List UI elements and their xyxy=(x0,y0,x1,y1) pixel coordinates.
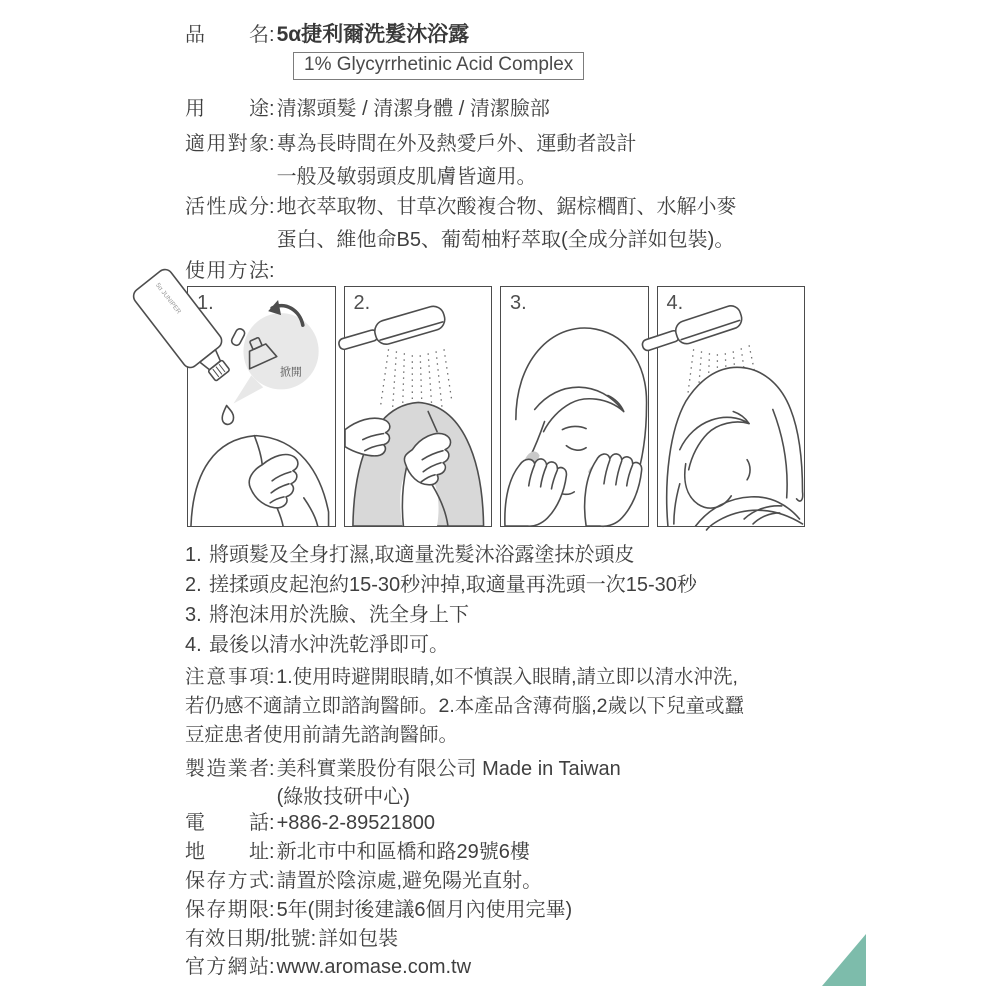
field-how-to-use: 使用方法 : xyxy=(185,256,277,286)
step-2-drawing xyxy=(345,287,492,526)
target-users-label: 適用對象 xyxy=(185,133,269,155)
product-name-value: 5α捷利爾洗髮沐浴露 xyxy=(276,23,470,46)
address-label: 地址 xyxy=(185,841,269,863)
illustration-step-2 xyxy=(344,286,493,527)
field-shelf-life: 保存期限 : 5年(開封後建議6個月內使用完畢) xyxy=(185,896,572,924)
step-2: 2. 搓揉頭皮起泡約15-30秒沖掉,取適量再洗頭一次15-30秒 xyxy=(185,574,697,596)
field-manufacturer: 製造業者 : 美科實業股份有限公司 Made in Taiwan (綠妝技研中心) xyxy=(185,755,621,811)
website-label: 官方網站 xyxy=(185,956,269,978)
precautions-line1: 1.使用時避開眼睛,如不慎誤入眼睛,請立即以清水沖洗, xyxy=(276,666,738,688)
flip-open-caption: 掀開 xyxy=(280,366,302,379)
step-4-drawing xyxy=(658,287,805,526)
field-target-users: 適用對象 : 專為長時間在外及熱愛戶外、運動者設計 一般及敏弱頭皮肌膚皆適用。 xyxy=(185,128,637,194)
shelf-life-label: 保存期限 xyxy=(185,899,269,921)
field-usage: 用途 : 清潔頭髮 / 清潔身體 / 清潔臉部 xyxy=(185,94,550,124)
step-3-drawing xyxy=(501,287,648,526)
step-1: 1. 將頭髮及全身打濕,取適量洗髮沐浴露塗抹於頭皮 xyxy=(185,544,635,566)
corner-triangle-accent xyxy=(822,934,866,986)
field-active-ingredients: 活性成分 : 地衣萃取物、甘草次酸複合物、鋸棕櫚酊、水解小麥 蛋白、維他命B5、葡萄柚籽萃取(全成分詳如包裝)。 xyxy=(185,191,737,257)
field-product-name: 品名 : 5α捷利爾洗髮沐浴露 xyxy=(185,20,469,50)
active-ingredients-line1: 地衣萃取物、甘草次酸複合物、鋸棕櫚酊、水解小麥 xyxy=(276,196,737,218)
manufacturer-label: 製造業者 xyxy=(185,758,269,780)
field-address: 地址 : 新北市中和區橋和路29號6樓 xyxy=(185,838,530,866)
field-storage: 保存方式 : 請置於陰涼處,避免陽光直射。 xyxy=(185,867,542,895)
precautions-line2: 若仍感不適請立即諮詢醫師。2.本產品含薄荷腦,2歲以下兒童或蠶 xyxy=(185,695,745,717)
phone-value: +886-2-89521800 xyxy=(276,812,436,834)
expiry-batch-label: 有效日期/批號 xyxy=(185,928,311,950)
active-ingredients-line2: 蛋白、維他命B5、葡萄柚籽萃取(全成分詳如包裝)。 xyxy=(276,229,735,251)
target-users-line2: 一般及敏弱頭皮肌膚皆適用。 xyxy=(276,166,537,188)
step-3: 3. 將泡沫用於洗臉、洗全身上下 xyxy=(185,604,469,626)
precautions-line3: 豆症患者使用前請先諮詢醫師。 xyxy=(185,724,459,746)
website-value: www.aromase.com.tw xyxy=(276,956,472,978)
manufacturer-line2: (綠妝技研中心) xyxy=(276,786,410,808)
usage-steps-list xyxy=(185,540,697,660)
storage-value: 請置於陰涼處,避免陽光直射。 xyxy=(276,870,543,892)
panel-4-number: 4. xyxy=(666,292,684,314)
panel-1-number: 1. xyxy=(197,292,214,314)
storage-label: 保存方式 xyxy=(185,870,269,892)
how-to-use-label: 使用方法 xyxy=(185,260,269,282)
active-ingredients-label: 活性成分 xyxy=(185,196,269,218)
illustration-step-3 xyxy=(500,286,649,527)
step-4: 4. 最後以清水沖洗乾淨即可。 xyxy=(185,634,449,656)
step-1-drawing xyxy=(154,281,335,526)
illustration-step-4 xyxy=(657,286,806,527)
usage-value: 清潔頭髮 / 清潔身體 / 清潔臉部 xyxy=(276,98,550,120)
illustration-step-1 xyxy=(154,281,336,527)
target-users-line1: 專為長時間在外及熱愛戶外、運動者設計 xyxy=(276,133,637,155)
manufacturer-line1: 美科實業股份有限公司 Made in Taiwan xyxy=(276,758,621,780)
bottle-label-text: 5α JUNIPER xyxy=(154,281,182,316)
precautions: 注意事項 : 1.使用時避開眼睛,如不慎誤入眼睛,請立即以清水沖洗, 若仍感不適請立即諮詢醫師。2.本產品含薄荷腦,2歲以下兒童或蠶 豆症患者使用前請先諮詢醫師。 xyxy=(185,663,845,750)
field-website: 官方網站 : www.aromase.com.tw xyxy=(185,953,471,981)
field-expiry-batch: 有效日期/批號 : 詳如包裝 xyxy=(185,925,398,953)
usage-label: 用途 xyxy=(185,98,269,120)
usage-illustration-panels xyxy=(154,281,805,527)
precautions-label: 注意事項 xyxy=(185,666,269,688)
field-phone: 電話 : +886-2-89521800 xyxy=(185,809,435,837)
address-value: 新北市中和區橋和路29號6樓 xyxy=(276,841,530,863)
phone-label: 電話 xyxy=(185,812,269,834)
panel-3-number: 3. xyxy=(510,292,527,314)
product-name-label: 品名 xyxy=(185,24,269,46)
shelf-life-value: 5年(開封後建議6個月內使用完畢) xyxy=(276,899,573,921)
complex-badge: 1% Glycyrrhetinic Acid Complex xyxy=(293,52,584,80)
expiry-batch-value: 詳如包裝 xyxy=(318,928,399,950)
panel-2-number: 2. xyxy=(353,292,371,314)
